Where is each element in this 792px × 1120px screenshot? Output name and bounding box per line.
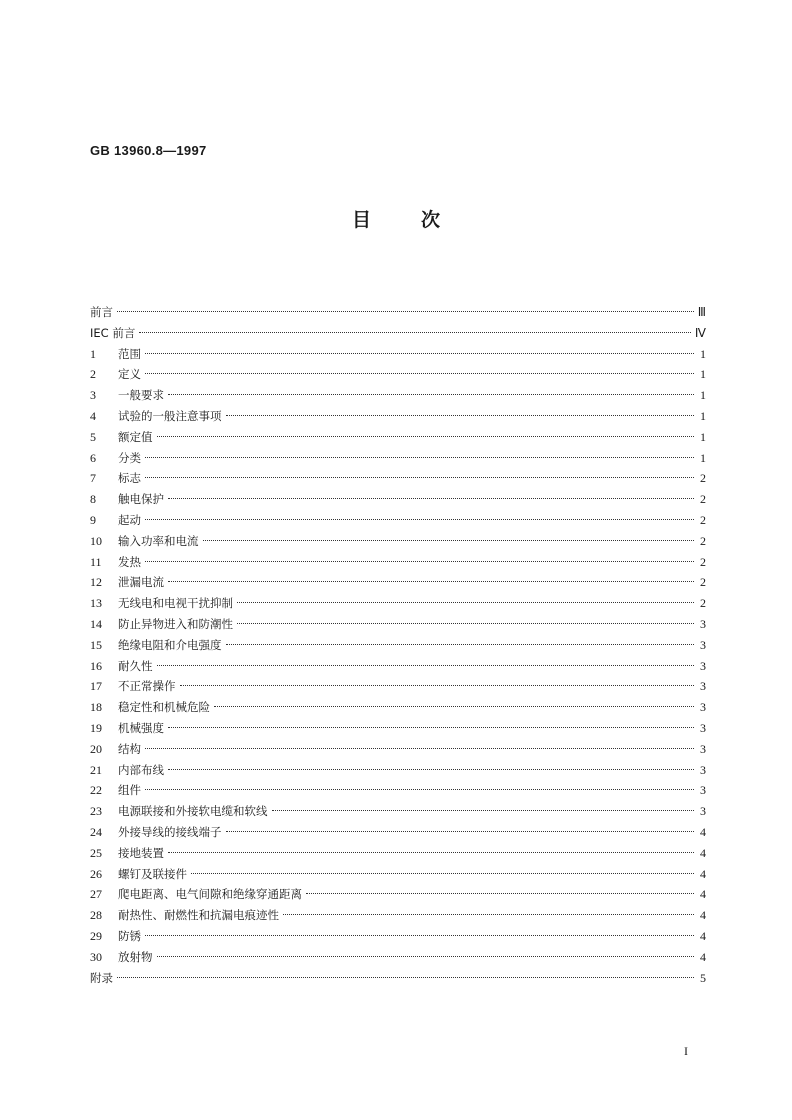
toc-dot-leader — [117, 977, 694, 978]
toc-entry-number: 1 — [90, 346, 96, 361]
toc-entry[interactable] — [90, 448, 706, 469]
toc-entry-number: 17 — [90, 679, 102, 694]
toc-entry-page: Ⅳ — [694, 325, 706, 340]
toc-entry[interactable] — [90, 801, 706, 822]
toc-entry-label: 螺钉及联接件 — [118, 866, 187, 881]
toc-entry-label: 额定值 — [118, 429, 153, 444]
toc-dot-leader — [168, 581, 694, 582]
toc-entry-label: 泄漏电流 — [118, 575, 164, 590]
toc-entry-page: 3 — [700, 658, 706, 673]
toc-entry-page: 3 — [700, 741, 706, 756]
toc-entry-label: 标志 — [118, 471, 141, 486]
toc-entry-label: 绝缘电阻和介电强度 — [118, 637, 222, 652]
toc-entry-page: 3 — [700, 804, 706, 819]
toc-entry-page: 4 — [700, 887, 706, 902]
toc-entry-number: 3 — [90, 388, 96, 403]
toc-entry[interactable] — [90, 323, 706, 344]
toc-entry-label: 耐久性 — [118, 658, 153, 673]
toc-entry[interactable] — [90, 344, 706, 365]
toc-entry-page: 1 — [700, 346, 706, 361]
toc-entry-page: 2 — [700, 492, 706, 507]
toc-entry[interactable] — [90, 552, 706, 573]
toc-entry-number: 7 — [90, 471, 96, 486]
toc-entry-number: 20 — [90, 741, 102, 756]
toc-entry-label: 范围 — [118, 346, 141, 361]
toc-entry-label: 放射物 — [118, 949, 153, 964]
toc-entry[interactable] — [90, 302, 706, 323]
toc-entry-page: 2 — [700, 554, 706, 569]
toc-entry[interactable] — [90, 364, 706, 385]
toc-entry-number: 23 — [90, 804, 102, 819]
toc-entry[interactable] — [90, 968, 706, 989]
toc-dot-leader — [226, 644, 695, 645]
toc-entry-number: 8 — [90, 492, 96, 507]
toc-dot-leader — [191, 873, 694, 874]
toc-entry[interactable] — [90, 510, 706, 531]
toc-entry[interactable] — [90, 718, 706, 739]
toc-entry-page: 4 — [700, 845, 706, 860]
toc-entry-label: 输入功率和电流 — [118, 533, 199, 548]
toc-entry-number: 19 — [90, 720, 102, 735]
toc-entry-number: 21 — [90, 762, 102, 777]
toc-entry-number: 25 — [90, 845, 102, 860]
toc-entry-label: 前言 — [90, 305, 113, 319]
toc-entry-label: IEC 前言 — [90, 325, 136, 340]
toc-entry-label: 耐热性、耐燃性和抗漏电痕迹性 — [118, 908, 279, 923]
toc-entry-page: 4 — [700, 866, 706, 881]
toc-dot-leader — [145, 457, 694, 458]
toc-dot-leader — [168, 727, 694, 728]
toc-dot-leader — [283, 914, 694, 915]
toc-entry[interactable] — [90, 843, 706, 864]
toc-entry-label: 附录 — [90, 970, 113, 985]
toc-entry-page: 3 — [700, 720, 706, 735]
toc-dot-leader — [203, 540, 695, 541]
toc-entry-number: 26 — [90, 866, 102, 881]
toc-dot-leader — [145, 477, 694, 478]
toc-entry-number: 13 — [90, 596, 102, 611]
toc-entry-number: 5 — [90, 429, 96, 444]
toc-dot-leader — [214, 706, 694, 707]
toc-entry[interactable] — [90, 635, 706, 656]
toc-entry-label: 接地装置 — [118, 845, 164, 860]
toc-dot-leader — [226, 415, 695, 416]
toc-entry-page: 4 — [700, 824, 706, 839]
title-char-2: 次 — [421, 209, 441, 231]
toc-dot-leader — [306, 893, 694, 894]
toc-entry-page: 4 — [700, 928, 706, 943]
toc-entry-page: 2 — [700, 512, 706, 527]
toc-entry-number: 30 — [90, 949, 102, 964]
toc-entry[interactable] — [90, 905, 706, 926]
toc-entry-label: 无线电和电视干扰抑制 — [118, 596, 233, 611]
toc-entry[interactable] — [90, 593, 706, 614]
toc-entry[interactable] — [90, 697, 706, 718]
table-of-contents — [90, 302, 706, 988]
toc-entry-page: 1 — [700, 388, 706, 403]
toc-dot-leader — [272, 810, 695, 811]
toc-entry-page: Ⅲ — [697, 305, 706, 319]
toc-entry-page: 3 — [700, 700, 706, 715]
toc-entry[interactable] — [90, 468, 706, 489]
toc-dot-leader — [117, 311, 694, 312]
toc-entry-number: 9 — [90, 512, 96, 527]
toc-entry-page: 3 — [700, 762, 706, 777]
toc-entry-label: 分类 — [118, 450, 141, 465]
toc-entry-page: 3 — [700, 783, 706, 798]
toc-entry[interactable] — [90, 531, 706, 552]
toc-entry-page: 1 — [700, 408, 706, 423]
toc-entry[interactable] — [90, 427, 706, 448]
toc-entry-number: 14 — [90, 616, 102, 631]
toc-entry-label: 稳定性和机械危险 — [118, 700, 210, 715]
toc-entry[interactable] — [90, 947, 706, 968]
toc-dot-leader — [226, 831, 695, 832]
toc-dot-leader — [168, 394, 694, 395]
toc-entry-number: 24 — [90, 824, 102, 839]
toc-entry-label: 触电保护 — [118, 492, 164, 507]
toc-dot-leader — [145, 935, 694, 936]
toc-entry[interactable] — [90, 760, 706, 781]
toc-entry[interactable] — [90, 489, 706, 510]
toc-entry[interactable] — [90, 884, 706, 905]
toc-entry-label: 爬电距离、电气间隙和绝缘穿通距离 — [118, 887, 302, 902]
toc-dot-leader — [145, 353, 694, 354]
toc-entry-label: 内部布线 — [118, 762, 164, 777]
toc-entry[interactable] — [90, 676, 706, 697]
toc-dot-leader — [180, 685, 695, 686]
toc-entry[interactable] — [90, 614, 706, 635]
toc-entry[interactable] — [90, 739, 706, 760]
toc-entry-label: 结构 — [118, 741, 141, 756]
toc-entry-page: 3 — [700, 637, 706, 652]
toc-dot-leader — [168, 852, 694, 853]
toc-entry-label: 一般要求 — [118, 388, 164, 403]
toc-entry-number: 29 — [90, 928, 102, 943]
toc-entry[interactable] — [90, 656, 706, 677]
toc-entry-number: 28 — [90, 908, 102, 923]
toc-entry-page: 4 — [700, 908, 706, 923]
toc-entry-page: 2 — [700, 533, 706, 548]
toc-dot-leader — [139, 332, 691, 333]
toc-entry-number: 12 — [90, 575, 102, 590]
toc-dot-leader — [145, 373, 694, 374]
toc-entry-label: 起动 — [118, 512, 141, 527]
page-title — [0, 205, 792, 232]
page-number: I — [684, 1044, 688, 1058]
toc-entry-page: 3 — [700, 616, 706, 631]
toc-dot-leader — [237, 602, 694, 603]
toc-entry[interactable] — [90, 822, 706, 843]
toc-entry-label: 防止异物进入和防潮性 — [118, 616, 233, 631]
toc-dot-leader — [145, 519, 694, 520]
toc-entry[interactable] — [90, 406, 706, 427]
toc-entry-page: 3 — [700, 679, 706, 694]
toc-dot-leader — [145, 561, 694, 562]
toc-dot-leader — [168, 498, 694, 499]
toc-entry-number: 6 — [90, 450, 96, 465]
toc-entry-page: 1 — [700, 367, 706, 382]
toc-entry[interactable] — [90, 926, 706, 947]
toc-dot-leader — [237, 623, 694, 624]
toc-entry-number: 2 — [90, 367, 96, 382]
toc-entry-number: 27 — [90, 887, 102, 902]
toc-entry-page: 2 — [700, 596, 706, 611]
toc-dot-leader — [157, 436, 695, 437]
toc-entry-label: 不正常操作 — [118, 679, 176, 694]
toc-dot-leader — [168, 769, 694, 770]
toc-entry-number: 16 — [90, 658, 102, 673]
toc-entry-page: 2 — [700, 575, 706, 590]
toc-entry-number: 4 — [90, 408, 96, 423]
toc-entry-label: 外接导线的接线端子 — [118, 824, 222, 839]
toc-entry[interactable] — [90, 572, 706, 593]
toc-entry-label: 机械强度 — [118, 720, 164, 735]
toc-entry-label: 发热 — [118, 554, 141, 569]
standard-code: GB 13960.8—1997 — [90, 143, 207, 158]
toc-entry-label: 试验的一般注意事项 — [118, 408, 222, 423]
toc-dot-leader — [157, 665, 695, 666]
toc-entry-page: 1 — [700, 450, 706, 465]
toc-dot-leader — [145, 789, 694, 790]
toc-entry-label: 电源联接和外接软电缆和软线 — [118, 804, 268, 819]
toc-entry-page: 2 — [700, 471, 706, 486]
toc-dot-leader — [157, 956, 695, 957]
toc-entry-page: 1 — [700, 429, 706, 444]
toc-entry-page: 5 — [700, 970, 706, 985]
toc-entry-number: 22 — [90, 783, 102, 798]
toc-entry-number: 10 — [90, 533, 102, 548]
toc-entry-number: 11 — [90, 554, 102, 569]
toc-entry-number: 18 — [90, 700, 102, 715]
toc-entry-number: 15 — [90, 637, 102, 652]
toc-entry-page: 4 — [700, 949, 706, 964]
toc-entry-label: 定义 — [118, 367, 141, 382]
toc-entry[interactable] — [90, 780, 706, 801]
toc-entry-label: 防锈 — [118, 928, 141, 943]
toc-entry-label: 组件 — [118, 783, 141, 798]
toc-entry[interactable] — [90, 385, 706, 406]
toc-entry[interactable] — [90, 864, 706, 885]
title-char-1: 目 — [351, 209, 371, 231]
toc-dot-leader — [145, 748, 694, 749]
